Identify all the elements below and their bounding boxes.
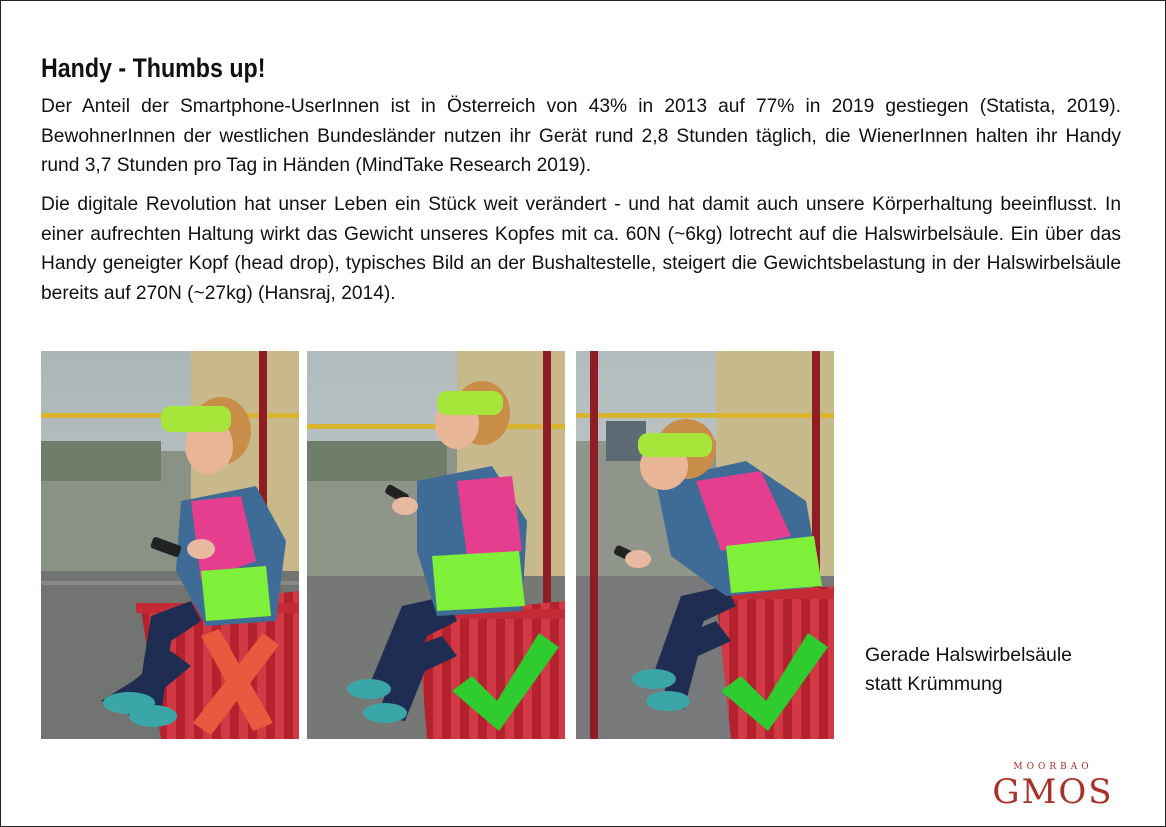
page-title: Handy - Thumbs up! (41, 53, 266, 83)
caption-line-1: Gerade Halswirbelsäule (865, 644, 1073, 666)
gmos-logo (983, 757, 1123, 807)
logo-top-text: MOORBAO (1013, 762, 1093, 772)
logo-main-text: GMOS (992, 772, 1114, 807)
photo-caption (865, 641, 1072, 699)
photo-good-posture-2 (576, 351, 834, 739)
caption-line-2: statt Krümmung (865, 673, 1003, 695)
posture-paragraph: Die digitale Revolution hat unser Leben ein Stück weit verändert - und hat damit auch unsere Körperhaltung beeinflusst. In einer aufrechten Haltung wirkt das Gewicht unseres Kopfes mit ca. 60N (~6kg) lotrecht auf die Halswirbelsäule. Ein über das Handy geneigter Kopf (head drop), typisches Bild an der Bushaltestelle, steigert die Gewichtsbelastung in der Halswirbelsäule bereits auf 270N (~27kg) (Hansraj, 2014). (41, 194, 1121, 304)
intro-paragraph: Der Anteil der Smartphone-UserInnen ist in Österreich von 43% in 2013 auf 77% in 2019 gestiegen (Statista, 2019). BewohnerInnen der westlichen Bundesländer nutzen ihr Gerät rund 2,8 Stunden täglich, die WienerInnen halten ihr Handy rund 3,7 Stunden pro Tag in Händen (MindTake Research 2019). (41, 96, 1121, 176)
photo-good-posture-1 (307, 351, 565, 739)
photo-bad-posture (41, 351, 299, 739)
